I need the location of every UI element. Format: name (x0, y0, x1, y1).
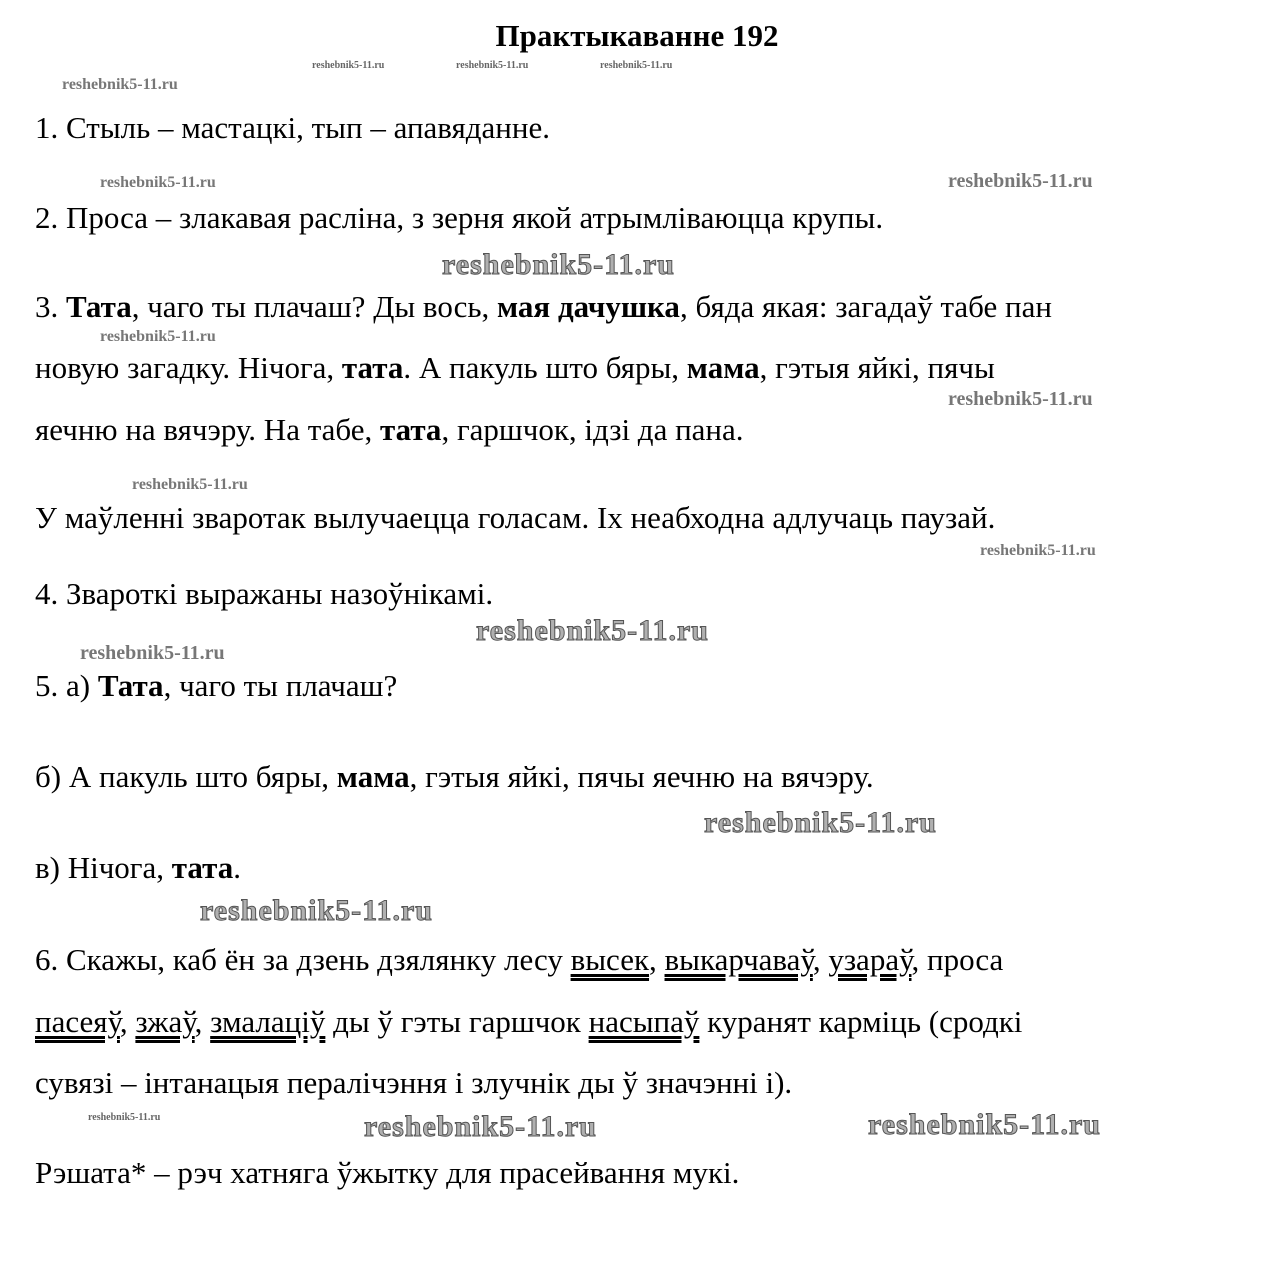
watermark: reshebnik5-11.ru (948, 388, 1093, 410)
text-segment: б) А пакуль што бяры, (35, 759, 337, 794)
answer-4: 4. Звароткі выражаны назоўнікамі. (35, 576, 494, 611)
answer-3-line-3 (35, 412, 744, 448)
text-segment: 6. Скажы, каб ён за дзень дзялянку лесу (35, 942, 571, 977)
answer-2: 2. Проса – злакавая расліна, з зерня якой атрымліваюцца крупы. (35, 200, 884, 235)
text-segment: , (649, 942, 665, 977)
page-title: Практыкаванне 192 (495, 18, 779, 53)
watermark: reshebnik5-11.ru (88, 1112, 161, 1123)
underlined-verb: высек (570, 942, 650, 977)
watermark: reshebnik5-11.ru (980, 542, 1096, 559)
bold-text: Тата (97, 668, 164, 703)
answer-6-line-1 (35, 942, 1003, 978)
watermark: reshebnik5-11.ru (456, 60, 529, 71)
watermark: reshebnik5-11.ru (132, 476, 248, 493)
bold-text: тата (171, 850, 234, 885)
bold-text: мама (336, 759, 410, 794)
answer-3-line-1 (35, 289, 1052, 325)
text-segment: , гэтыя яйкі, пячы (759, 350, 995, 385)
text-segment: , (119, 1004, 136, 1039)
text-segment: в) Нічога, (35, 850, 172, 885)
answer-3-line-2 (35, 350, 995, 386)
watermark: reshebnik5-11.ru (312, 60, 385, 71)
watermark: reshebnik5-11.ru (100, 328, 216, 345)
footnote: Рэшата* – рэч хатняга ўжытку для прасейвання мукі. (35, 1155, 740, 1190)
answer-3-note: У маўленні зваротак вылучаецца голасам. Іх неабходна адлучаць паузай. (35, 500, 996, 535)
text-segment: 3. (35, 289, 66, 324)
text-segment: 5. а) (35, 668, 98, 703)
text-segment: . (233, 850, 241, 885)
answer-6-line-2 (35, 1004, 1022, 1040)
watermark: reshebnik5-11.ru (80, 642, 225, 664)
answer-1: 1. Стыль – мастацкі, тып – апавяданне. (35, 110, 550, 145)
watermark: reshebnik5-11.ru (200, 894, 433, 927)
text-segment: , гаршчок, ідзі да пана. (441, 412, 744, 447)
bold-text: мама (686, 350, 760, 385)
watermark: reshebnik5-11.ru (476, 614, 709, 647)
underlined-verb: выкарчаваў (664, 942, 813, 977)
answer-5b (35, 759, 874, 795)
answer-6-line-3: сувязі – інтанацыя пералічэння і злучнік ды ў значэнні і). (35, 1065, 793, 1100)
watermark: reshebnik5-11.ru (62, 76, 178, 93)
bold-text: тата (341, 350, 404, 385)
text-segment: яечню на вячэру. На табе, (35, 412, 381, 447)
watermark: reshebnik5-11.ru (364, 1110, 597, 1143)
text-segment: , чаго ты плачаш? Ды вось, (131, 289, 498, 324)
watermark: reshebnik5-11.ru (442, 248, 675, 281)
underlined-verb: узараў (828, 942, 912, 977)
text-segment: , гэтыя яйкі, пячы яечню на вячэру. (409, 759, 874, 794)
text-segment: новую загадку. Нічога, (35, 350, 342, 385)
bold-text: Тата (66, 289, 132, 324)
underlined-verb: зжаў (135, 1004, 195, 1039)
watermark: reshebnik5-11.ru (948, 170, 1093, 192)
answer-5a (35, 668, 397, 704)
text-segment: , бяда якая: загадаў табе пан (679, 289, 1052, 324)
text-segment: ды ў гэты гаршчок (325, 1004, 589, 1039)
text-segment: , (194, 1004, 211, 1039)
text-segment: куранят карміць (сродкі (699, 1004, 1023, 1039)
underlined-verb: змалаціў (210, 1004, 326, 1039)
text-segment: , (812, 942, 829, 977)
bold-text: тата (380, 412, 442, 447)
text-segment: . А пакуль што бяры, (403, 350, 687, 385)
answer-5c (35, 850, 241, 886)
watermark: reshebnik5-11.ru (704, 806, 937, 839)
text-segment: , проса (911, 942, 1004, 977)
watermark: reshebnik5-11.ru (600, 60, 673, 71)
text-segment: , чаго ты плачаш? (163, 668, 398, 703)
bold-text: мая дачушка (497, 289, 680, 324)
watermark: reshebnik5-11.ru (868, 1108, 1101, 1141)
underlined-verb: пасеяў (35, 1004, 120, 1039)
watermark: reshebnik5-11.ru (100, 174, 216, 191)
underlined-verb: насыпаў (588, 1004, 700, 1039)
